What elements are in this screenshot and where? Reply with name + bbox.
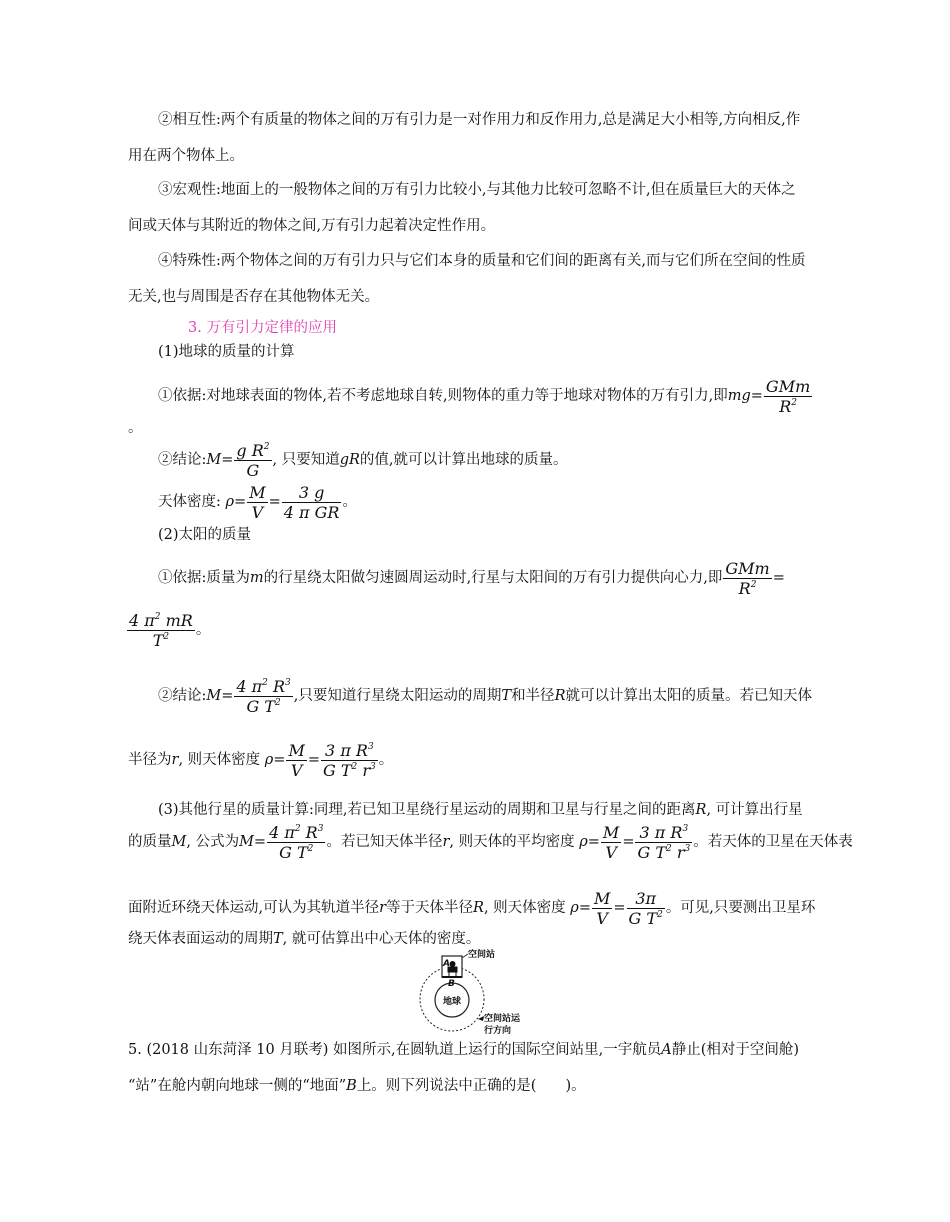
math: M=	[206, 688, 234, 704]
paragraph-mutuality-cont	[128, 146, 244, 166]
text: 和半径	[511, 688, 555, 704]
math: M=	[206, 452, 234, 468]
sun-basis-line	[158, 558, 785, 598]
math: ρ=	[225, 494, 247, 510]
text: 5. (2018 山东菏泽 10 月联考) 如图所示,在圆轨道上运行的国际空间站里,一宇航员	[128, 1042, 662, 1058]
math: R	[695, 802, 707, 818]
fraction-M-over-V: $\frac{M}{V}$	[249, 482, 266, 522]
paragraph-macroscopic	[158, 180, 796, 200]
earth-basis-line	[158, 376, 813, 416]
text: ④特殊性:两个物体之间的万有引力只与它们本身的质量和它们间的距离有关,而与它们所在空间的性质	[158, 253, 806, 269]
subheading-sun-mass	[158, 525, 251, 545]
math: r	[442, 834, 450, 850]
text: ②结论:	[158, 688, 207, 704]
text: 。	[128, 420, 143, 436]
paragraph-macroscopic-cont	[128, 216, 495, 236]
text: ,只要知道行星绕太阳运动的周期	[293, 688, 502, 704]
text: 上。则下列说法中正确的是( )。	[356, 1078, 586, 1094]
text: 天体密度:	[158, 494, 221, 510]
paragraph-particularity	[158, 251, 806, 271]
direction-label-1: 空间站运	[484, 1014, 521, 1024]
math: A	[661, 1042, 672, 1058]
text: , 公式为	[186, 834, 240, 850]
fraction-3pi-over-GT2: $\frac{3\pi}{G T^2}$	[628, 888, 663, 928]
math: R	[473, 900, 484, 916]
math: m	[249, 570, 264, 586]
text: 的值,就可以计算出地球的质量。	[359, 452, 568, 468]
label-a: A	[443, 959, 450, 969]
text: , 就可估算出中心天体的密度。	[282, 931, 481, 947]
subheading-earth-mass	[158, 342, 295, 362]
fraction-4pi2mR-over-T2: $\frac{4 \pi^2 mR}{T^2}$	[129, 610, 193, 650]
station-label: 空间站	[468, 950, 496, 960]
text: , 只要知道	[272, 452, 340, 468]
earth-conclusion-line	[158, 440, 568, 480]
section-heading	[188, 318, 337, 338]
math: M=	[239, 834, 267, 850]
density-line: 天体密度: ρ= $\frac{M}{V}$ = $\frac{3 g}{\text{4 π GR}}$ 。	[158, 482, 357, 522]
math: r	[379, 900, 387, 916]
fraction-M-over-V: $\frac{M}{V}$	[593, 888, 611, 928]
text: , 则天体密度	[178, 752, 261, 768]
space-station-figure	[412, 948, 540, 1042]
math: ρ=	[570, 900, 591, 916]
surface-orbit-cont	[128, 929, 480, 949]
math: =	[772, 570, 785, 586]
math: r	[171, 752, 179, 768]
earth-label: 地球	[442, 997, 462, 1007]
fraction-GMm-over-R2: $\frac{\text{GMm}}{R^2}$	[765, 376, 811, 416]
text: (3)其他行星的质量计算:同理,若已知卫星绕行星运动的周期和卫星与行星之间的距离	[158, 802, 696, 818]
text: ①依据:质量为	[158, 570, 250, 586]
text: 半径为	[128, 752, 172, 768]
sun-density-line: 半径为r, 则天体密度 ρ= $\frac{M}{V}$ = $\frac{3 \pi R^3}{G T^2 r^3}$ 。	[128, 740, 394, 780]
text: ②结论:	[158, 452, 207, 468]
question-5	[128, 1040, 799, 1060]
text: , 可计算出行星	[706, 802, 803, 818]
text: 绕天体表面运动的周期	[128, 931, 273, 947]
text: ①依据:对地球表面的物体,若不考虑地球自转,则物体的重力等于地球对物体的万有引力,即	[158, 388, 728, 404]
text: , 则天体的平均密度	[449, 834, 575, 850]
text: 。	[378, 752, 394, 768]
math: ρ=	[264, 752, 286, 768]
math: B	[346, 1078, 357, 1094]
math: T	[501, 688, 512, 704]
fraction-GMm-over-R2: $\frac{\text{GMm}}{R^2}$	[725, 558, 770, 598]
fraction-4pi2R3-over-GT2: $\frac{4 \pi^2 R^3}{G T^2}$	[236, 676, 291, 716]
fraction-gR2-over-G: $\frac{g R^2}{G}$	[236, 440, 270, 480]
surface-orbit-line: 面附近环绕天体运动,可认为其轨道半径r等于天体半径R, 则天体密度 ρ= $\frac{M}{V}$ = $\frac{3\pi}{G T^2}$ 。可见,只要测出卫星环	[128, 888, 816, 928]
fraction-3g-over-4piGR: $\frac{3 g}{\text{4 π GR}}$	[283, 482, 340, 522]
label-b: B	[448, 979, 455, 989]
earth-basis-end	[128, 418, 143, 438]
math: ρ=	[579, 834, 600, 850]
text: , 则天体密度	[483, 900, 566, 916]
fraction-3piR3-over-GT2r3: $\frac{3 \pi R^3}{G T^2 r^3}$	[323, 740, 376, 780]
math: T	[273, 931, 283, 947]
fraction-4pi2R3-over-GT2: $\frac{4 \pi^2 R^3}{G T^2}$	[269, 822, 324, 862]
text: (2)太阳的质量	[158, 527, 252, 543]
math: mg=	[727, 388, 763, 404]
sun-conclusion-line	[158, 674, 812, 718]
text: “站”在舱内朝向地球一侧的“地面”	[128, 1078, 347, 1094]
math: M	[171, 834, 187, 850]
math: gR	[339, 452, 360, 468]
text: 。若天体的卫星在天体表	[693, 834, 853, 850]
text: 就可以计算出太阳的质量。若已知天体	[565, 688, 812, 704]
fraction-3piR3-over-GT2r3: $\frac{3 \pi R^3}{G T^2 r^3}$	[637, 822, 691, 862]
text: 静止(相对于空间舱)	[671, 1042, 800, 1058]
paragraph-mutuality	[158, 110, 800, 130]
text: (1)地球的质量的计算	[158, 344, 295, 360]
math: R	[554, 688, 566, 704]
text: 面附近环绕天体运动,可认为其轨道半径	[128, 900, 380, 916]
text: 的行星绕太阳做匀速圆周运动时,行星与太阳间的万有引力提供向心力,即	[263, 570, 723, 586]
text: ②相互性:两个有质量的物体之间的万有引力是一对作用力和反作用力,总是满足大小相等,方向相反,作	[158, 112, 801, 128]
sun-basis-cont	[126, 610, 210, 650]
text: 无关,也与周围是否存在其他物体无关。	[128, 289, 380, 305]
fraction-M-over-V: $\frac{M}{V}$	[288, 740, 305, 780]
other-planet-line	[158, 800, 803, 820]
fraction-M-over-V: $\frac{M}{V}$	[602, 822, 620, 862]
heading-text: 3. 万有引力定律的应用	[188, 320, 337, 336]
text: 用在两个物体上。	[128, 148, 244, 164]
text: 等于天体半径	[386, 900, 474, 916]
text: 。	[195, 622, 211, 638]
text: 。可见,只要测出卫星环	[665, 900, 816, 916]
text: 。	[342, 494, 357, 510]
paragraph-particularity-cont	[128, 287, 379, 307]
question-5-cont	[128, 1076, 586, 1096]
text: ③宏观性:地面上的一般物体之间的万有引力比较小,与其他力比较可忽略不计,但在质量巨大的天体之	[158, 182, 796, 198]
text: 间或天体与其附近的物体之间,万有引力起着决定性作用。	[128, 218, 496, 234]
direction-label-2: 行方向	[484, 1026, 512, 1036]
text: 的质量	[128, 834, 172, 850]
text: 。若已知天体半径	[326, 834, 443, 850]
other-planet-formula-line: 的质量M, 公式为M= $\frac{4 \pi^2 R^3}{G T^2}$ 。若已知天体半径r, 则天体的平均密度 ρ= $\frac{M}{V}$ = $\frac{3 \pi R^3}{G T^2 r^3}$ 。若天体的卫星在天体表	[128, 822, 853, 862]
